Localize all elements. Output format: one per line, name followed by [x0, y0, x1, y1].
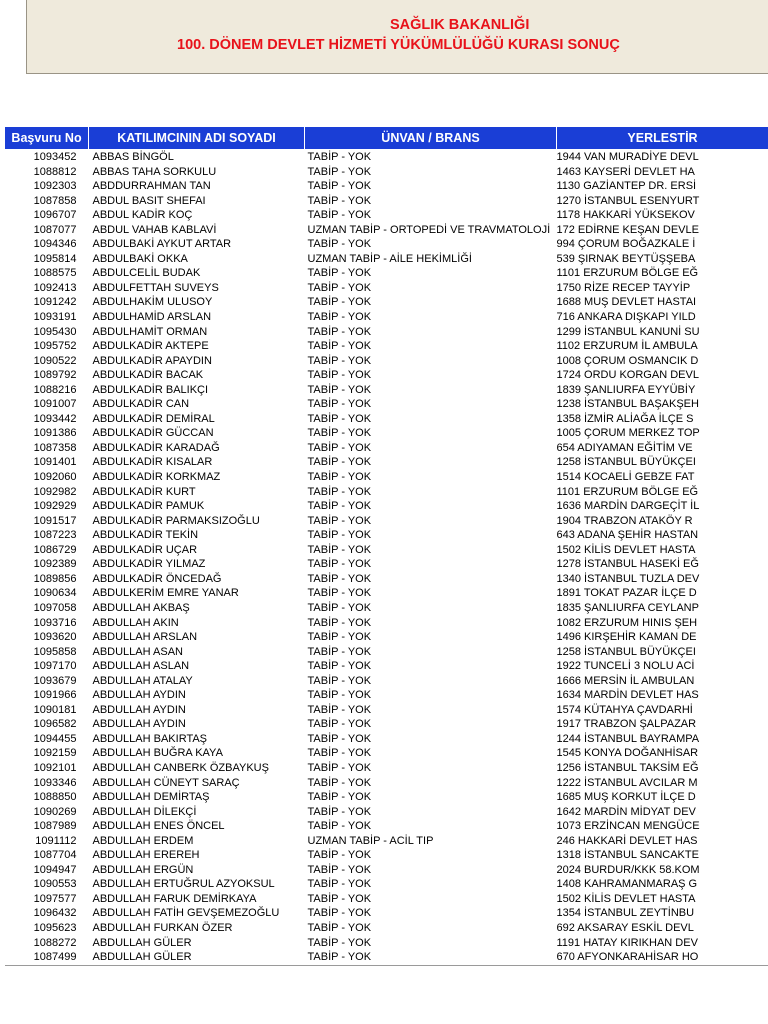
- placement-cell: 1514 KOCAELİ GEBZE FAT: [556, 471, 695, 484]
- table-row: [5, 514, 768, 529]
- placement-cell: 1358 İZMİR ALİAĞA İLÇE S: [556, 412, 694, 425]
- table-row: [5, 863, 768, 878]
- application-no-cell: 1092982: [33, 485, 77, 498]
- participant-name-cell: ABDULLAH ATALAY: [92, 674, 193, 687]
- application-no-cell: 1091007: [33, 398, 77, 411]
- participant-name-cell: ABDULKADİR KURT: [92, 485, 196, 498]
- table-row: [5, 194, 768, 209]
- application-no-cell: 1091401: [33, 456, 77, 469]
- placement-cell: 994 ÇORUM BOĞAZKALE İ: [556, 238, 696, 251]
- placement-cell: 1750 RİZE RECEP TAYYİP: [556, 281, 691, 294]
- title-branch-cell: TABİP - YOK: [307, 194, 372, 207]
- table-row: [5, 179, 768, 194]
- participant-name-cell: ABDULKADİR UÇAR: [92, 543, 198, 556]
- table-row: [5, 732, 768, 747]
- participant-name-cell: ABDULLAH CANBERK ÖZBAYKUŞ: [92, 761, 269, 774]
- participant-name-cell: ABDULLAH GÜLER: [92, 936, 192, 949]
- participant-name-cell: ABDULLAH ASLAN: [92, 660, 190, 673]
- application-no-cell: 1089856: [33, 572, 77, 585]
- application-no-cell: 1093716: [33, 616, 77, 629]
- title-branch-cell: TABİP - YOK: [307, 369, 372, 382]
- table-row: [5, 776, 768, 791]
- title-branch-cell: TABİP - YOK: [307, 616, 372, 629]
- placement-cell: 1408 KAHRAMANMARAŞ G: [556, 878, 698, 891]
- participant-name-cell: ABDULKADİR BACAK: [92, 369, 204, 382]
- table-row: [5, 950, 768, 965]
- table-row: [5, 455, 768, 470]
- application-no-cell: 1092101: [33, 761, 77, 774]
- participant-name-cell: ABDULHAMİT ORMAN: [92, 325, 208, 338]
- participant-name-cell: ABDULKADİR APAYDIN: [92, 354, 212, 367]
- application-no-cell: 1087989: [33, 820, 77, 833]
- participant-name-cell: ABDULKADİR TEKİN: [92, 529, 199, 542]
- participant-name-cell: ABDULLAH ENES ÖNCEL: [92, 820, 225, 833]
- participant-name-cell: ABDULLAH FARUK DEMİRKAYA: [92, 892, 257, 905]
- title-branch-cell: TABİP - YOK: [307, 340, 372, 353]
- table-row: [5, 601, 768, 616]
- application-no-cell: 1093620: [33, 631, 77, 644]
- placement-cell: 539 ŞIRNAK BEYTÜŞŞEBA: [556, 252, 696, 265]
- title-branch-cell: TABİP - YOK: [307, 500, 372, 513]
- table-row: [5, 761, 768, 776]
- application-no-cell: 1091242: [33, 296, 77, 309]
- application-no-cell: 1094346: [33, 238, 77, 251]
- title-branch-cell: TABİP - YOK: [307, 660, 372, 673]
- placement-cell: 1222 İSTANBUL AVCILAR M: [556, 776, 698, 789]
- application-no-cell: 1093679: [33, 674, 77, 687]
- title-branch-cell: UZMAN TABİP - ACİL TIP: [307, 834, 434, 847]
- placement-cell: 2024 BURDUR/KKK 58.KOM: [556, 863, 700, 876]
- application-no-cell: 1093442: [33, 412, 77, 425]
- placement-cell: 654 ADIYAMAN EĞİTİM VE: [556, 441, 693, 454]
- application-no-cell: 1093346: [33, 776, 77, 789]
- placement-cell: 1130 GAZİANTEP DR. ERSİ: [556, 180, 697, 193]
- title-branch-cell: TABİP - YOK: [307, 907, 372, 920]
- placement-cell: 1178 HAKKARİ YÜKSEKOV: [556, 209, 695, 222]
- title-branch-cell: TABİP - YOK: [307, 456, 372, 469]
- participant-name-cell: ABDULLAH ERDEM: [92, 834, 194, 847]
- placement-cell: 1724 ORDU KORGAN DEVL: [556, 369, 699, 382]
- application-no-cell: 1095814: [33, 252, 77, 265]
- column-header-application-no: Başvuru No: [5, 127, 89, 150]
- title-branch-cell: TABİP - YOK: [307, 543, 372, 556]
- application-no-cell: 1090522: [33, 354, 77, 367]
- placement-cell: 1944 VAN MURADİYE DEVL: [556, 151, 699, 163]
- participant-name-cell: ABDULKADİR KARADAĞ: [92, 441, 220, 454]
- table-row: [5, 208, 768, 223]
- table-row: [5, 397, 768, 412]
- participant-name-cell: ABDULBAKİ AYKUT ARTAR: [92, 238, 232, 251]
- title-branch-cell: TABİP - YOK: [307, 791, 372, 804]
- table-row: [5, 237, 768, 252]
- placement-cell: 172 EDİRNE KEŞAN DEVLE: [556, 223, 699, 236]
- title-branch-cell: TABİP - YOK: [307, 631, 372, 644]
- title-branch-cell: TABİP - YOK: [307, 732, 372, 745]
- placement-cell: 692 AKSARAY ESKİL DEVL: [556, 921, 694, 934]
- title-branch-cell: TABİP - YOK: [307, 761, 372, 774]
- application-no-cell: 1092303: [33, 180, 77, 193]
- application-no-cell: 1094455: [33, 732, 77, 745]
- application-no-cell: 1095623: [33, 921, 77, 934]
- title-branch-cell: TABİP - YOK: [307, 805, 372, 818]
- title-branch-cell: TABİP - YOK: [307, 485, 372, 498]
- report-title: 100. DÖNEM DEVLET HİZMETİ YÜKÜMLÜLÜĞÜ KURASI SONUÇ: [177, 37, 620, 53]
- placement-cell: 1101 ERZURUM BÖLGE EĞ: [556, 267, 699, 280]
- application-no-cell: 1088850: [33, 791, 77, 804]
- application-no-cell: 1095752: [33, 340, 77, 353]
- application-no-cell: 1097170: [33, 660, 77, 673]
- participant-name-cell: ABDULLAH GÜLER: [89, 950, 305, 965]
- application-no-cell: 1092413: [33, 281, 77, 294]
- participant-name-cell: ABDULLAH AYDIN: [92, 689, 186, 702]
- placement-cell: 1244 İSTANBUL BAYRAMPA: [556, 732, 700, 745]
- participant-name-cell: ABDULLAH ARSLAN: [92, 631, 198, 644]
- placement-cell: 1101 ERZURUM BÖLGE EĞ: [556, 485, 699, 498]
- participant-name-cell: ABDULKADİR DEMİRAL: [92, 412, 215, 425]
- table-row: [5, 281, 768, 296]
- placement-cell: 1839 ŞANLIURFA EYYÜBİY: [556, 383, 696, 396]
- title-branch-cell: UZMAN TABİP - ORTOPEDİ VE TRAVMATOLOJİ: [307, 223, 551, 236]
- table-row: [5, 412, 768, 427]
- application-no-cell: 1094947: [33, 863, 77, 876]
- participant-name-cell: ABDULLAH AKBAŞ: [92, 601, 190, 614]
- table-row: [5, 586, 768, 601]
- table-row: [5, 572, 768, 587]
- table-row: [5, 805, 768, 820]
- table-row: [5, 150, 768, 165]
- title-branch-cell: TABİP - YOK: [307, 311, 372, 324]
- application-no-cell: 1096432: [33, 907, 77, 920]
- title-branch-cell: TABİP - YOK: [307, 325, 372, 338]
- placement-cell: 1340 İSTANBUL TUZLA DEV: [556, 572, 700, 585]
- title-branch-cell: TABİP - YOK: [307, 441, 372, 454]
- table-header-row: [5, 127, 768, 150]
- application-no-cell: 1088812: [33, 165, 77, 178]
- application-no-cell: 1092159: [33, 747, 77, 760]
- table-row: [5, 557, 768, 572]
- table-row: [5, 368, 768, 383]
- table-row: [5, 485, 768, 500]
- placement-cell: 1917 TRABZON ŞALPAZAR: [556, 718, 697, 731]
- placement-cell: 1270 İSTANBUL ESENYURT: [556, 194, 700, 207]
- placement-cell: 1256 İSTANBUL TAKSİM EĞ: [556, 761, 699, 774]
- title-branch-cell: TABİP - YOK: [307, 296, 372, 309]
- title-branch-cell: TABİP - YOK: [307, 180, 372, 193]
- application-no-cell: 1096582: [33, 718, 77, 731]
- application-no-cell: 1092060: [33, 471, 77, 484]
- title-branch-cell: TABİP - YOK: [307, 281, 372, 294]
- table-row: [5, 339, 768, 354]
- table-row: [5, 645, 768, 660]
- application-no-cell: 1091517: [33, 514, 77, 527]
- table-row: [5, 528, 768, 543]
- participant-name-cell: ABDULBAKİ OKKA: [92, 252, 188, 265]
- placement-cell: 1891 TOKAT PAZAR İLÇE D: [556, 587, 697, 600]
- table-row: [5, 252, 768, 267]
- application-no-cell: 1095430: [33, 325, 77, 338]
- placement-cell: 1545 KONYA DOĞANHİSAR: [556, 747, 699, 760]
- title-branch-cell: TABİP - YOK: [307, 151, 372, 163]
- participant-name-cell: ABDULKADİR YILMAZ: [92, 558, 206, 571]
- application-no-cell: 1087358: [33, 441, 77, 454]
- participant-name-cell: ABDULKADİR ÖNCEDAĞ: [92, 572, 222, 585]
- application-no-cell: 1092389: [33, 558, 77, 571]
- application-no-cell: 1095858: [33, 645, 77, 658]
- title-branch-cell: TABİP - YOK: [307, 820, 372, 833]
- application-no-cell: 1088575: [33, 267, 77, 280]
- title-branch-cell: TABİP - YOK: [307, 354, 372, 367]
- column-header-placement: YERLESTİR: [557, 127, 768, 150]
- application-no-cell: 1087704: [33, 849, 77, 862]
- placement-cell: 1102 ERZURUM İL AMBULA: [556, 340, 698, 353]
- column-header-title-branch: ÜNVAN / BRANS: [305, 127, 557, 150]
- participant-name-cell: ABDULKADİR CAN: [92, 398, 190, 411]
- placement-cell: 643 ADANA ŞEHİR HASTAN: [556, 529, 699, 542]
- title-branch-cell: TABİP - YOK: [307, 703, 372, 716]
- table-row: [5, 266, 768, 281]
- placement-cell: 1005 ÇORUM MERKEZ TOP: [556, 427, 700, 440]
- participant-name-cell: ABDULLAH ERTUĞRUL AZYOKSUL: [92, 878, 275, 891]
- participant-name-cell: ABDULKADİR PARMAKSIZOĞLU: [92, 514, 260, 527]
- table-row: [5, 834, 768, 849]
- table-row: [5, 892, 768, 907]
- table-row: [5, 848, 768, 863]
- participant-name-cell: ABBAS TAHA SORKULU: [92, 165, 217, 178]
- results-table-container: [4, 126, 768, 966]
- title-branch-cell: TABİP - YOK: [307, 529, 372, 542]
- placement-cell: 1835 ŞANLIURFA CEYLANP: [556, 601, 699, 614]
- participant-name-cell: ABDULCELİL BUDAK: [92, 267, 201, 280]
- title-branch-cell: TABİP - YOK: [307, 427, 372, 440]
- participant-name-cell: ABDULLAH DEMİRTAŞ: [92, 791, 210, 804]
- title-branch-cell: TABİP - YOK: [307, 209, 372, 222]
- application-no-cell: 1090553: [33, 878, 77, 891]
- participant-name-cell: ABBAS BİNGÖL: [92, 151, 174, 163]
- table-row: [5, 325, 768, 340]
- placement-cell: 1082 ERZURUM HINIS ŞEH: [556, 616, 698, 629]
- participant-name-cell: ABDULLAH FATİH GEVŞEMEZOĞLU: [92, 907, 280, 920]
- table-row: [5, 688, 768, 703]
- table-row: [5, 921, 768, 936]
- placement-cell: 1904 TRABZON ATAKÖY R: [556, 514, 693, 527]
- placement-cell: 1636 MARDİN DARGEÇİT İL: [556, 500, 700, 513]
- placement-cell: 1258 İSTANBUL BÜYÜKÇEI: [556, 456, 696, 469]
- table-body: [5, 150, 768, 966]
- title-branch-cell: TABİP - YOK: [307, 747, 372, 760]
- participant-name-cell: ABDULLAH ERERЕН: [92, 849, 200, 862]
- participant-name-cell: ABDULKERİM EMRE YANAR: [92, 587, 239, 600]
- table-row: [5, 936, 768, 951]
- title-branch-cell: TABİP - YOK: [307, 776, 372, 789]
- table-row: [5, 223, 768, 238]
- participant-name-cell: ABDULKADİR KISALAR: [92, 456, 213, 469]
- application-no-cell: 1088216: [33, 383, 77, 396]
- participant-name-cell: ABDULHAKİM ULUSOY: [92, 296, 213, 309]
- placement-cell: 1073 ERZİNCAN MENGÜCE: [556, 820, 700, 833]
- application-no-cell: 1093191: [33, 311, 77, 324]
- title-branch-cell: TABİP - YOK: [307, 645, 372, 658]
- placement-cell: 1496 KIRŞEHİR KAMAN DE: [556, 631, 697, 644]
- participant-name-cell: ABDULLAH AYDIN: [92, 718, 186, 731]
- title-branch-cell: TABİP - YOK: [307, 398, 372, 411]
- placement-cell: 246 HAKKARİ DEVLET HAS: [556, 834, 698, 847]
- application-no-cell: 1091386: [33, 427, 77, 440]
- participant-name-cell: ABDULLAH BAKIRTAŞ: [92, 732, 208, 745]
- table-row: [5, 616, 768, 631]
- title-branch-cell: TABİP - YOK: [305, 950, 557, 965]
- table-row: [5, 877, 768, 892]
- placement-cell: 670 AFYONKARAHİSAR HO: [557, 950, 768, 965]
- results-table: [4, 126, 768, 966]
- placement-cell: 1008 ÇORUM OSMANCIK D: [556, 354, 699, 367]
- placement-cell: 1688 MUŞ DEVLET HASTAI: [556, 296, 697, 309]
- title-branch-cell: UZMAN TABİP - AİLE HEKİMLİĞİ: [307, 252, 472, 265]
- application-no-cell: 1089792: [33, 369, 77, 382]
- participant-name-cell: ABDULLAH AYDIN: [92, 703, 186, 716]
- participant-name-cell: ABDULKADİR KORKMAZ: [92, 471, 221, 484]
- title-branch-cell: TABİP - YOK: [307, 267, 372, 280]
- participant-name-cell: ABDULLAH ASAN: [92, 645, 183, 658]
- table-row: [5, 295, 768, 310]
- application-no-cell: 1090181: [33, 703, 77, 716]
- application-no-cell: 1087858: [33, 194, 77, 207]
- table-row: [5, 499, 768, 514]
- title-branch-cell: TABİP - YOK: [307, 863, 372, 876]
- placement-cell: 1574 KÜTAHYA ÇAVDARHİ: [556, 703, 693, 716]
- participant-name-cell: ABDULLAH ERGÜN: [92, 863, 194, 876]
- table-row: [5, 470, 768, 485]
- title-branch-cell: TABİP - YOK: [307, 514, 372, 527]
- participant-name-cell: ABDUL BASIT SHEFAI: [92, 194, 206, 207]
- table-row: [5, 790, 768, 805]
- table-row: [5, 746, 768, 761]
- table-row: [5, 310, 768, 325]
- title-branch-cell: TABİP - YOK: [307, 892, 372, 905]
- participant-name-cell: ABDUL KADİR KOÇ: [92, 209, 193, 222]
- application-no-cell: 1088272: [33, 936, 77, 949]
- placement-cell: 1642 MARDİN MİDYAT DEV: [556, 805, 696, 818]
- title-branch-cell: TABİP - YOK: [307, 718, 372, 731]
- title-branch-cell: TABİP - YOK: [307, 238, 372, 251]
- table-row: [5, 426, 768, 441]
- title-branch-cell: TABİP - YOK: [307, 165, 372, 178]
- application-no-cell: 1093452: [33, 151, 77, 163]
- title-branch-cell: TABİP - YOK: [307, 849, 372, 862]
- application-no-cell: 1091966: [33, 689, 77, 702]
- column-header-participant-name: KATILIMCININ ADI SOYADI: [89, 127, 305, 150]
- placement-cell: 1278 İSTANBUL HASEKİ EĞ: [556, 558, 699, 571]
- application-no-cell: 1087077: [33, 223, 77, 236]
- application-no-cell: 1090634: [33, 587, 77, 600]
- title-branch-cell: TABİP - YOK: [307, 878, 372, 891]
- title-branch-cell: TABİP - YOK: [307, 558, 372, 571]
- participant-name-cell: ABDULKADİR GÜCCAN: [92, 427, 214, 440]
- participant-name-cell: ABDDURRAHMAN TAN: [92, 180, 211, 193]
- placement-cell: 1922 TUNCELİ 3 NOLU ACİ: [556, 660, 695, 673]
- placement-cell: 1354 İSTANBUL ZEYTİNBU: [556, 907, 695, 920]
- title-branch-cell: TABİP - YOK: [307, 572, 372, 585]
- table-row: [5, 354, 768, 369]
- table-row: [5, 819, 768, 834]
- title-branch-cell: TABİP - YOK: [307, 587, 372, 600]
- table-row: [5, 717, 768, 732]
- placement-cell: 1238 İSTANBUL BAŞAKŞEH: [556, 398, 699, 411]
- application-no-cell: 1086729: [33, 543, 77, 556]
- application-no-cell: 1096707: [33, 209, 77, 222]
- title-branch-cell: TABİP - YOK: [307, 471, 372, 484]
- title-branch-cell: TABİP - YOK: [307, 383, 372, 396]
- placement-cell: 1299 İSTANBUL KANUNİ SU: [556, 325, 700, 338]
- participant-name-cell: ABDULKADİR PAMUK: [92, 500, 205, 513]
- title-branch-cell: TABİP - YOK: [307, 689, 372, 702]
- participant-name-cell: ABDULLAH BUĞRA KAYA: [92, 747, 223, 760]
- table-row: [5, 659, 768, 674]
- placement-cell: 1502 KİLİS DEVLET HASTA: [556, 892, 696, 905]
- application-no-cell: 1091112: [35, 834, 77, 847]
- table-row: [5, 441, 768, 456]
- participant-name-cell: ABDULLAH AKIN: [92, 616, 179, 629]
- title-branch-cell: TABİP - YOK: [307, 921, 372, 934]
- table-row: [5, 703, 768, 718]
- title-branch-cell: TABİP - YOK: [307, 936, 372, 949]
- title-branch-cell: TABİP - YOK: [307, 674, 372, 687]
- placement-cell: 1666 MERSİN İL AMBULAN: [556, 674, 695, 687]
- placement-cell: 1318 İSTANBUL SANCAKTE: [556, 849, 699, 862]
- title-branch-cell: TABİP - YOK: [307, 601, 372, 614]
- placement-cell: 1463 KAYSERİ DEVLET HA: [556, 165, 695, 178]
- application-no-cell: 1092929: [33, 500, 77, 513]
- participant-name-cell: ABDULFETTAH SUVEYS: [92, 281, 219, 294]
- table-row: [5, 630, 768, 645]
- table-row: [5, 906, 768, 921]
- placement-cell: 1502 KİLİS DEVLET HASTA: [556, 543, 696, 556]
- placement-cell: 1634 MARDİN DEVLET HAS: [556, 689, 699, 702]
- participant-name-cell: ABDUL VAHAB KABLAVİ: [92, 223, 217, 236]
- participant-name-cell: ABDULKADİR BALIKÇI: [92, 383, 209, 396]
- placement-cell: 716 ANKARA DIŞKAPI YILD: [556, 311, 696, 324]
- placement-cell: 1258 İSTANBUL BÜYÜKÇEI: [556, 645, 696, 658]
- participant-name-cell: ABDULLAH DİLEKÇİ: [92, 805, 197, 818]
- participant-name-cell: ABDULKADİR AKTEPE: [92, 340, 209, 353]
- table-row: [5, 543, 768, 558]
- participant-name-cell: ABDULLAH CÜNEYT SARAÇ: [92, 776, 240, 789]
- participant-name-cell: ABDULLAH FURKAN ÖZER: [92, 921, 233, 934]
- application-no-cell: 1087499: [5, 950, 89, 965]
- placement-cell: 1685 MUŞ KORKUT İLÇE D: [556, 791, 696, 804]
- table-row: [5, 383, 768, 398]
- participant-name-cell: ABDULHAMİD ARSLAN: [92, 311, 212, 324]
- application-no-cell: 1097058: [33, 601, 77, 614]
- application-no-cell: 1087223: [33, 529, 77, 542]
- ministry-title: SAĞLIK BAKANLIĞI: [390, 17, 530, 33]
- application-no-cell: 1097577: [33, 892, 77, 905]
- application-no-cell: 1090269: [33, 805, 77, 818]
- table-row: [5, 165, 768, 180]
- placement-cell: 1191 HATAY KIRIKHAN DEV: [556, 936, 698, 949]
- title-branch-cell: TABİP - YOK: [307, 412, 372, 425]
- report-header: [26, 0, 768, 74]
- table-row: [5, 674, 768, 689]
